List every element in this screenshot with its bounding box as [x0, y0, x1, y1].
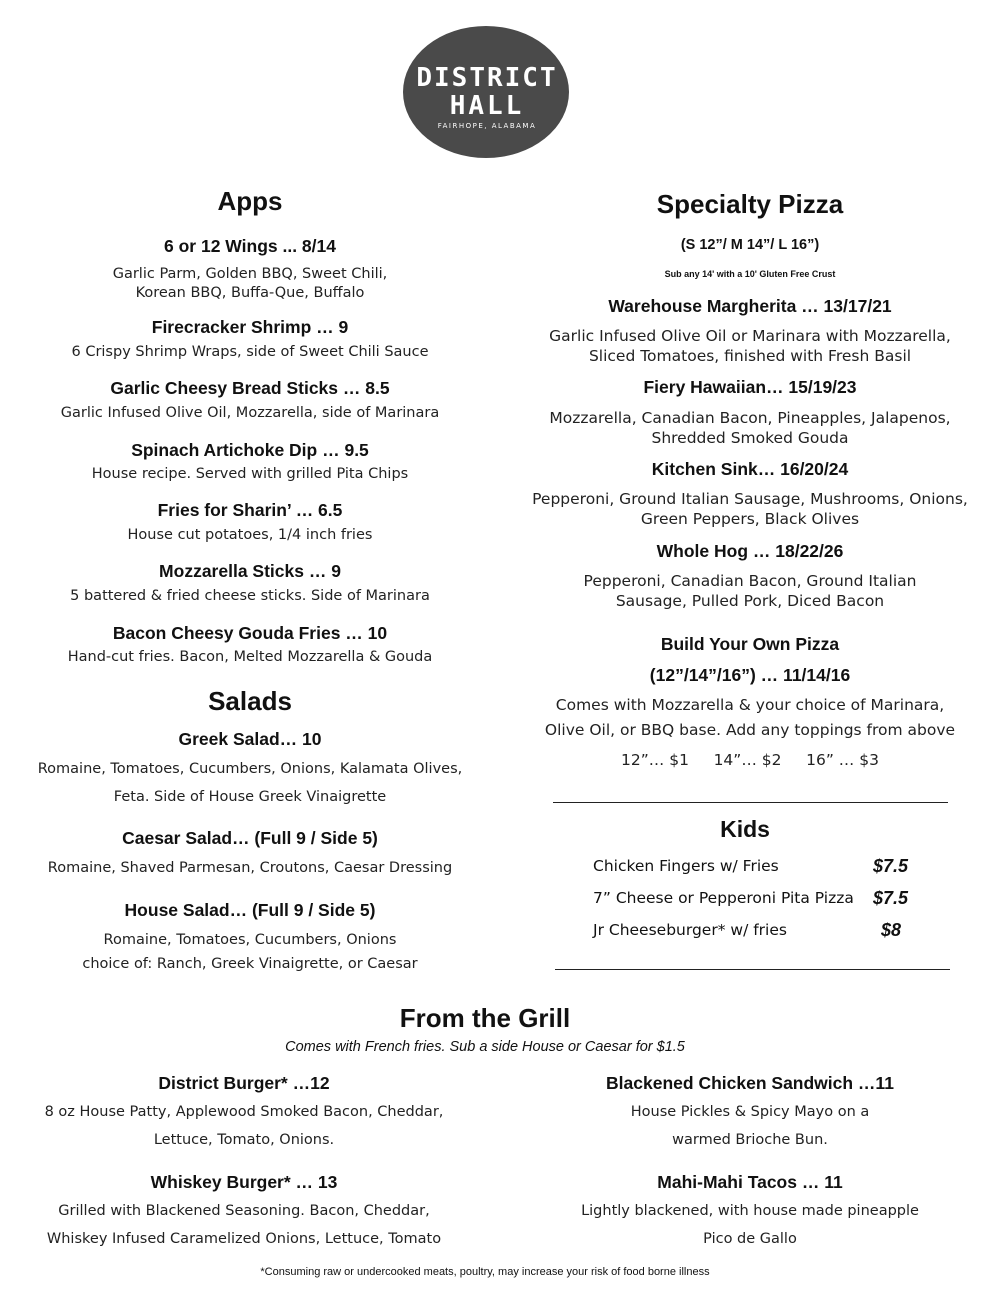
pizza-sizes: (S 12”/ M 14”/ L 16”): [680, 237, 820, 253]
byo-desc: Olive Oil, or BBQ base. Add any toppings from above: [544, 721, 956, 739]
menu-item-title: Blackened Chicken Sandwich …11: [606, 1073, 894, 1093]
pizza-heading: Specialty Pizza: [656, 189, 844, 219]
menu-item-title: Warehouse Margherita … 13/17/21: [608, 296, 892, 316]
menu-item-title: Garlic Cheesy Bread Sticks … 8.5: [110, 378, 390, 398]
food-safety-footnote: *Consuming raw or undercooked meats, poultry, may increase your risk of food borne illness: [260, 1266, 710, 1278]
menu-item-title: Kitchen Sink… 16/20/24: [651, 459, 849, 479]
menu-item-title: House Salad… (Full 9 / Side 5): [124, 900, 376, 920]
menu-item-title: Whiskey Burger* … 13: [150, 1172, 338, 1192]
menu-item-desc: Sausage, Pulled Pork, Diced Bacon: [615, 592, 885, 610]
menu-item-desc: Lettuce, Tomato, Onions.: [153, 1132, 335, 1148]
kids-item-price: $7.5: [873, 888, 909, 908]
menu-item-title: Mozzarella Sticks … 9: [159, 561, 341, 581]
menu-item-desc: Whiskey Infused Caramelized Onions, Lettuce, Tomato: [46, 1231, 442, 1247]
menu-item-desc: Green Peppers, Black Olives: [640, 510, 860, 528]
kids-item-price: $7.5: [873, 856, 909, 876]
menu-item-desc: House Pickles & Spicy Mayo on a: [630, 1104, 870, 1120]
menu-item-desc: Lightly blackened, with house made pineapple: [581, 1203, 919, 1219]
menu-item-title: Greek Salad… 10: [178, 729, 322, 749]
menu-item-title: Whole Hog … 18/22/26: [656, 541, 844, 561]
kids-item-name: 7” Cheese or Pepperoni Pita Pizza: [593, 889, 854, 907]
menu-item-desc: Pepperoni, Canadian Bacon, Ground Italian: [583, 572, 917, 590]
kids-item-name: Chicken Fingers w/ Fries: [593, 857, 779, 875]
menu-item-desc: 5 battered & fried cheese sticks. Side of Marinara: [70, 588, 430, 604]
menu-item-desc: choice of: Ranch, Greek Vinaigrette, or Caesar: [82, 956, 418, 972]
menu-item-desc: Feta. Side of House Greek Vinaigrette: [113, 789, 387, 805]
divider: [553, 802, 948, 803]
kids-item-name: Jr Cheeseburger* w/ fries: [593, 921, 787, 939]
menu-item-title: District Burger* …12: [158, 1073, 330, 1093]
grill-note: Comes with French fries. Sub a side House or Caesar for $1.5: [285, 1039, 685, 1055]
salads-heading: Salads: [208, 686, 292, 716]
menu-item-desc: Garlic Infused Olive Oil or Marinara with Mozzarella,: [549, 327, 951, 345]
menu-item-desc: Korean BBQ, Buffa-Que, Buffalo: [135, 285, 365, 301]
logo-line1: DISTRICT: [416, 63, 558, 93]
menu-item-title: Bacon Cheesy Gouda Fries … 10: [112, 623, 388, 643]
menu-item-title: Spinach Artichoke Dip … 9.5: [131, 440, 369, 460]
menu-item-desc: Shredded Smoked Gouda: [651, 429, 849, 447]
menu-item-desc: Garlic Parm, Golden BBQ, Sweet Chili,: [112, 266, 388, 282]
divider: [555, 969, 950, 970]
menu-item-title: Fiery Hawaiian… 15/19/23: [643, 377, 857, 397]
menu-item-desc: Hand-cut fries. Bacon, Melted Mozzarella & Gouda: [67, 649, 433, 665]
menu-item-desc: Romaine, Shaved Parmesan, Croutons, Caesar Dressing: [47, 860, 453, 876]
grill-heading: From the Grill: [399, 1003, 571, 1033]
menu-item-desc: House cut potatoes, 1/4 inch fries: [127, 527, 373, 543]
menu-item-desc: 6 Crispy Shrimp Wraps, side of Sweet Chili Sauce: [71, 344, 429, 360]
byo-desc: Comes with Mozzarella & your choice of Marinara,: [555, 696, 945, 714]
logo-line2: HALL: [449, 91, 525, 121]
menu-item-desc: Romaine, Tomatoes, Cucumbers, Onions, Kalamata Olives,: [37, 761, 463, 777]
apps-heading: Apps: [217, 186, 283, 216]
menu-item-desc: Grilled with Blackened Seasoning. Bacon, Cheddar,: [58, 1203, 430, 1219]
menu-item-title: Mahi-Mahi Tacos … 11: [657, 1172, 843, 1192]
gluten-free-note: Sub any 14' with a 10' Gluten Free Crust: [664, 269, 836, 279]
menu-item-desc: 8 oz House Patty, Applewood Smoked Bacon, Cheddar,: [44, 1104, 444, 1120]
byo-title: Build Your Own Pizza: [660, 634, 840, 654]
menu-item-desc: Sliced Tomatoes, finished with Fresh Basil: [588, 347, 912, 365]
menu-item-title: 6 or 12 Wings ... 8/14: [164, 236, 336, 256]
menu-item-desc: House recipe. Served with grilled Pita Chips: [91, 466, 409, 482]
menu-item-desc: Pepperoni, Ground Italian Sausage, Mushrooms, Onions,: [532, 490, 968, 508]
kids-item-price: $8: [881, 920, 902, 940]
menu-item-desc: Garlic Infused Olive Oil, Mozzarella, side of Marinara: [60, 405, 440, 421]
menu-item-title: Caesar Salad… (Full 9 / Side 5): [122, 828, 378, 848]
kids-item: [593, 857, 923, 879]
logo-location: FAIRHOPE, ALABAMA: [437, 122, 537, 130]
menu-item-desc: warmed Brioche Bun.: [672, 1132, 828, 1148]
district-hall-logo: [401, 24, 571, 160]
kids-item: [593, 889, 923, 911]
menu-item-title: Fries for Sharin’ … 6.5: [157, 500, 343, 520]
menu-item-title: Firecracker Shrimp … 9: [151, 317, 349, 337]
byo-toppings: 12”… $1 14”… $2 16” … $3: [621, 751, 879, 769]
kids-item: [593, 921, 923, 943]
menu-item-desc: Mozzarella, Canadian Bacon, Pineapples, Jalapenos,: [549, 409, 951, 427]
byo-sizes: (12”/14”/16”) … 11/14/16: [649, 665, 851, 685]
menu-item-desc: Pico de Gallo: [703, 1231, 797, 1247]
menu-item-desc: Romaine, Tomatoes, Cucumbers, Onions: [103, 932, 397, 948]
kids-heading: Kids: [720, 816, 770, 842]
